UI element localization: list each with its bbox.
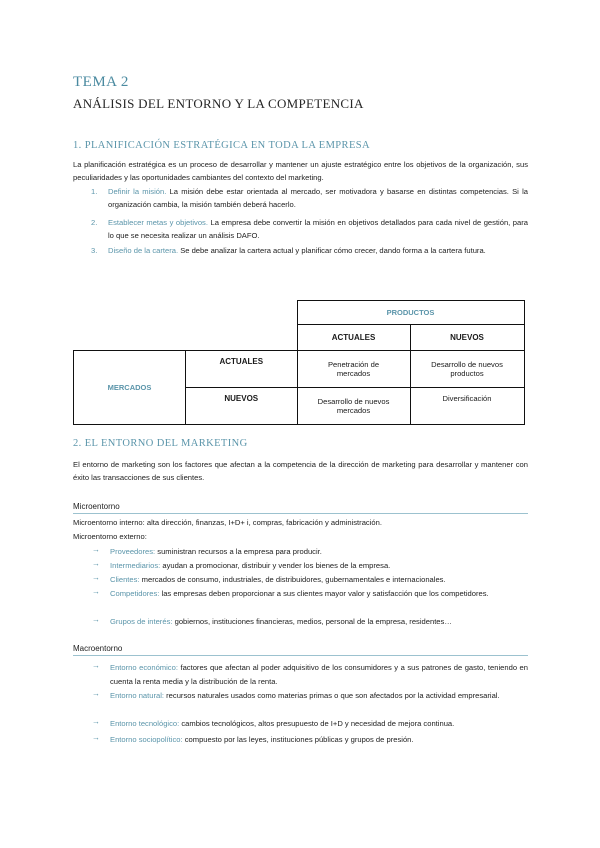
list-item-text: La empresa debe convertir la misión en objetivos detallados para cada nivel de gestión, para lo que se necesita realizar un análisis DAFO. [108, 218, 528, 240]
cell-desarrollo-mercados: Desarrollo de nuevos mercados [297, 388, 410, 425]
list-item-label: Diseño de la cartera. [108, 246, 179, 255]
list-item-text: compuesto por las leyes, instituciones públicas y grupos de presión. [182, 735, 414, 744]
list-item [110, 545, 528, 559]
list-item [110, 717, 528, 731]
list-item-text: las empresas deben proporcionar a sus clientes mayor valor y satisfacción que los competidores. [159, 589, 489, 598]
list-item [108, 216, 528, 242]
list-item-text: factores que afectan al poder adquisitivo de los consumidores y a sus patrones de gasto, teniendo en cuenta la renta media y la distribución de la renta. [110, 663, 529, 686]
list-item-text: ayudan a promocionar, distribuir y vender los bienes de la empresa. [160, 561, 391, 570]
list-item-label: Entorno económico: [110, 663, 178, 672]
list-item-text: La misión debe estar orientada al mercado, ser motivadora y basarse en distintas competencias. Si la organización cambia, la misión también deberá hacerlo. [108, 187, 528, 209]
list-item-label: Intermediarios: [110, 561, 161, 570]
blank-cell [186, 301, 298, 325]
ansoff-matrix [73, 300, 525, 425]
list-number: 3. [91, 246, 98, 255]
list-item-label: Establecer metas y objetivos. [108, 218, 208, 227]
microentorno-heading: Microentorno [73, 502, 528, 514]
list-item-label: Competidores: [110, 589, 160, 598]
arrow-icon: → [92, 545, 100, 554]
list-item [110, 587, 528, 601]
blank-cell [186, 325, 298, 351]
arrow-icon: → [92, 689, 100, 698]
list-item-label: Clientes: [110, 575, 140, 584]
row-header-nuevos: NUEVOS [186, 388, 298, 425]
list-item [110, 559, 528, 573]
page-title: TEMA 2 [73, 74, 129, 90]
list-item-label: Entorno sociopolítico: [110, 735, 183, 744]
list-item-text: mercados de consumo, industriales, de distribuidores, gubernamentales e internacionales. [139, 575, 446, 584]
arrow-icon: → [92, 587, 100, 596]
arrow-icon: → [92, 733, 100, 742]
col-header-nuevos: NUEVOS [410, 325, 524, 351]
section-2-intro: El entorno de marketing son los factores que afectan a la competencia de la dirección de marketing para desarrollar y mantener con éxito las transacciones de sus clientes. [73, 460, 528, 483]
arrow-icon: → [92, 661, 100, 670]
cell-desarrollo-productos: Desarrollo de nuevos productos [410, 351, 524, 388]
microentorno-interno: Microentorno interno: alta dirección, finanzas, I+D+ i, compras, fabricación y administración. [73, 518, 382, 527]
section-1-intro: La planificación estratégica es un proceso de desarrollar y mantener un ajuste estratégico entre los objetivos de la organización, sus peculiaridades y las oportunidades cambiantes del contexto del marketing. [73, 160, 528, 183]
cell-penetracion: Penetración de mercados [297, 351, 410, 388]
section-1-heading: 1. PLANIFICACIÓN ESTRATÉGICA EN TODA LA EMPRESA [73, 140, 370, 151]
list-item [110, 689, 528, 703]
arrow-icon: → [92, 559, 100, 568]
list-number: 2. [91, 218, 98, 227]
list-item-text: gobiernos, instituciones financieras, medios, personal de la empresa, residentes… [172, 617, 452, 626]
macroentorno-heading: Macroentorno [73, 644, 528, 656]
productos-header: PRODUCTOS [297, 301, 524, 325]
list-item-label: Entorno tecnológico: [110, 719, 180, 728]
page-subtitle: ANÁLISIS DEL ENTORNO Y LA COMPETENCIA [73, 96, 364, 111]
microentorno-externo: Microentorno externo: [73, 532, 147, 541]
list-item-label: Entorno natural: [110, 691, 165, 700]
list-item [108, 185, 528, 211]
mercados-header: MERCADOS [74, 351, 186, 425]
list-item-label: Proveedores: [110, 547, 156, 556]
list-item [110, 615, 528, 629]
arrow-icon: → [92, 573, 100, 582]
row-header-actuales: ACTUALES [186, 351, 298, 388]
list-item [108, 244, 528, 257]
list-item-label: Grupos de interés: [110, 617, 173, 626]
blank-cell [74, 301, 186, 325]
list-item-text: cambios tecnológicos, altos presupuesto de I+D y necesidad de mejora continua. [179, 719, 455, 728]
list-item-text: Se debe analizar la cartera actual y planificar cómo crecer, dando forma a la cartera futura. [178, 246, 486, 255]
arrow-icon: → [92, 717, 100, 726]
list-item-text: suministran recursos a la empresa para producir. [155, 547, 322, 556]
section-2-heading: 2. EL ENTORNO DEL MARKETING [73, 438, 248, 449]
arrow-icon: → [92, 615, 100, 624]
list-item-text: recursos naturales usados como materias primas o que son afectados por la actividad empresarial. [164, 691, 500, 700]
list-number: 1. [91, 187, 98, 196]
list-item [110, 573, 528, 587]
blank-cell [74, 325, 186, 351]
col-header-actuales: ACTUALES [297, 325, 410, 351]
list-item [110, 661, 528, 688]
list-item [110, 733, 528, 747]
list-item-label: Definir la misión. [108, 187, 167, 196]
cell-diversificacion: Diversificación [410, 388, 524, 425]
